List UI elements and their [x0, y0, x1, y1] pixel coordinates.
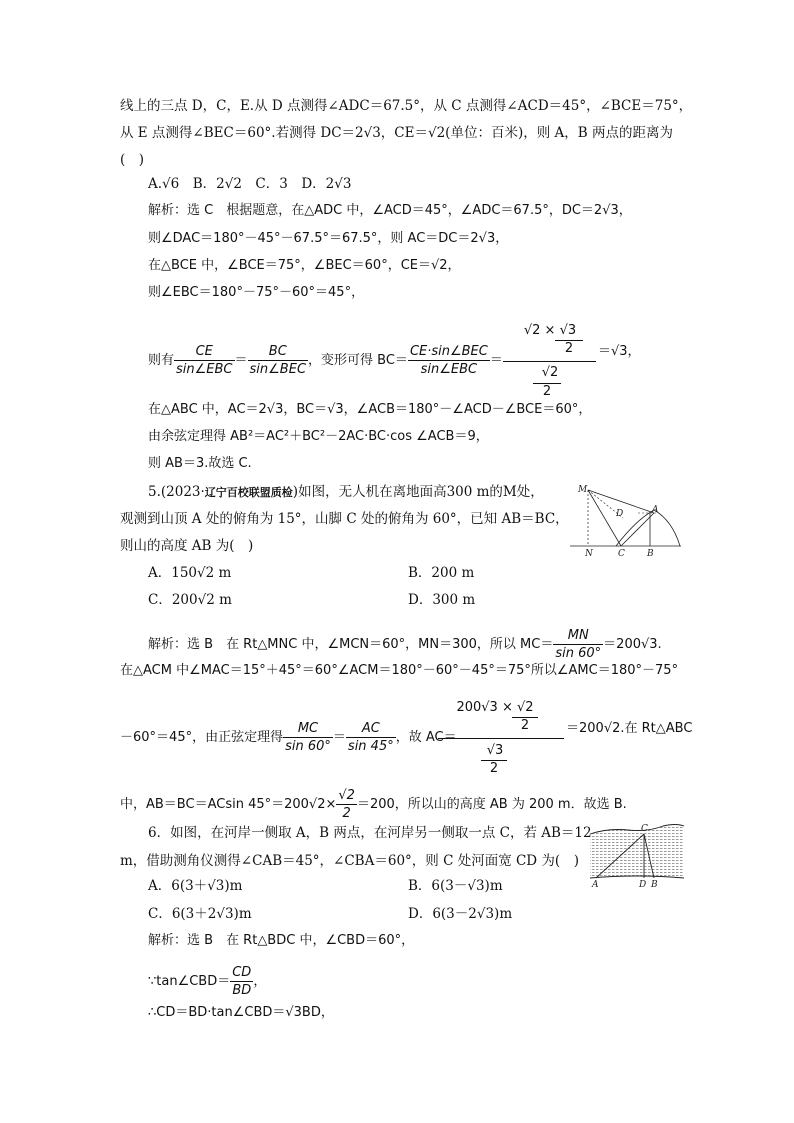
- q5-number: 5.(2023·: [148, 484, 205, 500]
- q6-solution-line-1: 解析：选 B 在 Rt△BDC 中，∠CBD＝60°，: [148, 933, 415, 948]
- q4-equals-2: ＝: [489, 353, 503, 368]
- q4-frac2-denominator: sin∠BEC: [249, 362, 307, 377]
- q4-frac1-numerator: CE: [174, 343, 235, 361]
- q4-equals-1: ＝: [234, 353, 248, 368]
- q5-option-b: B．200 m: [408, 565, 475, 581]
- q5-big-numerator: 200√3 × √2: [456, 700, 534, 715]
- q5-stem-line-2: 观测到山顶 A 处的俯角为 15°，山脚 C 处的俯角为 60°，已知 AB＝BC，: [120, 511, 569, 527]
- q5-stem-line-1: [148, 483, 544, 502]
- q5-big-denominator-sub: 2: [489, 761, 499, 776]
- q4-transform-text: ，变形可得 BC＝: [308, 353, 408, 368]
- q6-solution-2-comma: ，: [253, 974, 267, 989]
- q5-option-d: D．300 m: [408, 592, 476, 608]
- q5-fraction-root2-over-2: [336, 787, 357, 822]
- q5-solution-1-text: 解析：选 B 在 Rt△MNC 中，∠MCN＝60°，MN＝300，所以 MC＝: [148, 637, 554, 652]
- q6-solution-line-3: ∴CD＝BD·tan∠CBD＝√3BD，: [148, 1005, 334, 1020]
- q4-solution-line-5: [148, 343, 503, 378]
- q5-sol3-frac1-numerator: MC: [283, 720, 333, 738]
- q5-fraction-ac-over-sin45: [346, 720, 396, 755]
- q4-then-prefix: 则有: [148, 353, 175, 368]
- q5-fig-label-a: A: [652, 505, 659, 515]
- q6-option-c: C．6(3＋2√3)m: [148, 906, 252, 922]
- q4-big-numerator-sub: 2: [564, 341, 574, 356]
- q6-fraction-cd-over-bd: [230, 964, 253, 999]
- q4-big-denominator: √2: [541, 365, 559, 380]
- q5-solution-line-1: [148, 627, 662, 662]
- q5-fig-label-d: D: [616, 509, 624, 519]
- q6-solution-2-text: ∵tan∠CBD＝: [148, 974, 231, 989]
- q4-solution-line-4: 则∠EBC＝180°－75°－60°＝45°，: [148, 285, 365, 300]
- q4-frac2-numerator: BC: [248, 343, 309, 361]
- q4-big-numerator: √2 × √3: [523, 323, 577, 338]
- q5-big-denominator: √3: [486, 743, 504, 758]
- q5-fig-label-c: C: [618, 549, 625, 559]
- q5-mountain-figure: [568, 480, 683, 560]
- q4-solution-line-3: 在△BCE 中，∠BCE＝75°，∠BEC＝60°，CE＝√2，: [148, 258, 461, 273]
- q5-sol3-result: ＝200√2.在 Rt△ABC: [566, 721, 693, 736]
- q6-fig-label-b: B: [651, 880, 658, 890]
- q4-stem-line-3: ( ): [120, 152, 145, 168]
- q5-sol1-denominator: sin 60°: [555, 646, 602, 661]
- q5-solution-line-4: [120, 787, 627, 822]
- q5-big-numerator-sub: 2: [520, 718, 530, 733]
- q5-stem-line-1-rest: )如图，无人机在离地面高300 m的M处，: [292, 484, 544, 500]
- q5-sol4-numerator: √2: [338, 788, 355, 803]
- q4-big-denominator-sub: 2: [542, 384, 552, 399]
- q5-big-main-bar: [438, 738, 564, 739]
- q5-source: 辽宁百校联盟质检: [204, 486, 293, 499]
- q6-solution-line-2: [148, 964, 266, 999]
- q5-sol1-numerator: MN: [553, 627, 603, 645]
- q4-solution-line-6: 在△ABC 中，AC＝2√3，BC＝√3，∠ACB＝180°－∠ACD－∠BCE＝60°，: [148, 402, 592, 417]
- q4-result: ＝√3，: [598, 344, 641, 359]
- q4-solution-line-2: 则∠DAC＝180°－45°－67.5°＝67.5°，则 AC＝DC＝2√3，: [148, 231, 509, 246]
- q6-sol2-denominator: BD: [232, 983, 252, 998]
- q6-stem-line-1: 6．如图，在河岸一侧取 A，B 两点，在河岸另一侧取一点 C，若 AB＝12: [148, 825, 592, 841]
- q5-sol3-equals: ＝: [332, 730, 346, 745]
- q4-frac3-denominator: sin∠EBC: [420, 362, 478, 377]
- q5-sol4-denominator: 2: [342, 806, 351, 821]
- q5-solution-1-result: ＝200√3.: [603, 637, 662, 652]
- q5-fraction-mc-over-sin60: [283, 720, 333, 755]
- q5-fig-label-m: M: [578, 485, 588, 495]
- q5-sol3-frac1-denominator: sin 60°: [285, 739, 331, 754]
- q4-frac1-denominator: sin∠EBC: [176, 362, 233, 377]
- q6-fig-label-d: D: [639, 880, 647, 890]
- q5-solution-line-3: [120, 720, 457, 755]
- q6-fig-label-c: C: [641, 824, 648, 834]
- q6-option-d: D．6(3－2√3)m: [408, 906, 513, 922]
- q5-fraction-mn-over-sin60: [553, 627, 603, 662]
- q4-solution-line-1: 解析：选 C 根据题意，在△ADC 中，∠ACD＝45°，∠ADC＝67.5°，DC＝2√3，: [148, 203, 632, 218]
- q4-options: A.√6 B．2√2 C．3 D．2√3: [148, 176, 352, 192]
- q6-option-a: A．6(3＋√3)m: [148, 878, 243, 894]
- q6-sol2-numerator: CD: [232, 965, 252, 980]
- q5-solution-4-text: 中，AB＝BC＝ACsin 45°＝200√2×: [120, 797, 337, 812]
- q5-fig-label-n: N: [585, 549, 593, 559]
- q4-stem-line-1: 线上的三点 D，C，E.从 D 点测得∠ADC＝67.5°，从 C 点测得∠ACD＝45°，∠BCE＝75°，: [120, 98, 693, 114]
- q4-fraction-bc-over-sin-bec: [248, 343, 309, 378]
- q4-stem-line-2: 从 E 点测得∠BEC＝60°.若测得 DC＝2√3，CE＝√2(单位：百米)，则 A，B 两点的距离为: [120, 125, 673, 141]
- q4-big-main-bar: [503, 361, 596, 362]
- q4-frac3-numerator: CE·sin∠BEC: [409, 344, 488, 359]
- q5-solution-line-2: 在△ACM 中∠MAC＝15°＋45°＝60°∠ACM＝180°－60°－45°＝75°所以∠AMC＝180°－75°: [120, 663, 679, 678]
- q6-river-figure: [588, 820, 688, 890]
- q5-stem-line-3: 则山的高度 AB 为( ): [120, 538, 254, 554]
- q4-fraction-ce-over-sin-ebc: [174, 343, 235, 378]
- q5-fig-label-b: B: [647, 549, 654, 559]
- q5-sol3-frac2-numerator: AC: [346, 720, 396, 738]
- q5-sol3-frac2-denominator: sin 45°: [347, 739, 394, 754]
- q5-solution-4-rest: ＝200，所以山的高度 AB 为 200 m．故选 B.: [356, 797, 627, 812]
- q5-solution-3-text: －60°＝45°，由正弦定理得: [120, 730, 284, 745]
- q4-solution-line-8: 则 AB＝3.故选 C.: [148, 456, 252, 471]
- q5-sol3-therefore: ，故 AC＝: [395, 730, 457, 745]
- q5-option-c: C．200√2 m: [148, 592, 232, 608]
- q6-fig-label-a: A: [592, 880, 599, 890]
- q4-fraction-bc-formula: [408, 343, 490, 378]
- q6-stem-line-2: m，借助测角仪测得∠CAB＝45°，∠CBA＝60°，则 C 处河面宽 CD 为( ): [120, 853, 579, 869]
- q6-option-b: B．6(3－√3)m: [408, 878, 503, 894]
- q4-solution-line-7: 由余弦定理得 AB²＝AC²＋BC²－2AC·BC·cos ∠ACB＝9，: [148, 429, 489, 444]
- q5-option-a: A．150√2 m: [148, 565, 232, 581]
